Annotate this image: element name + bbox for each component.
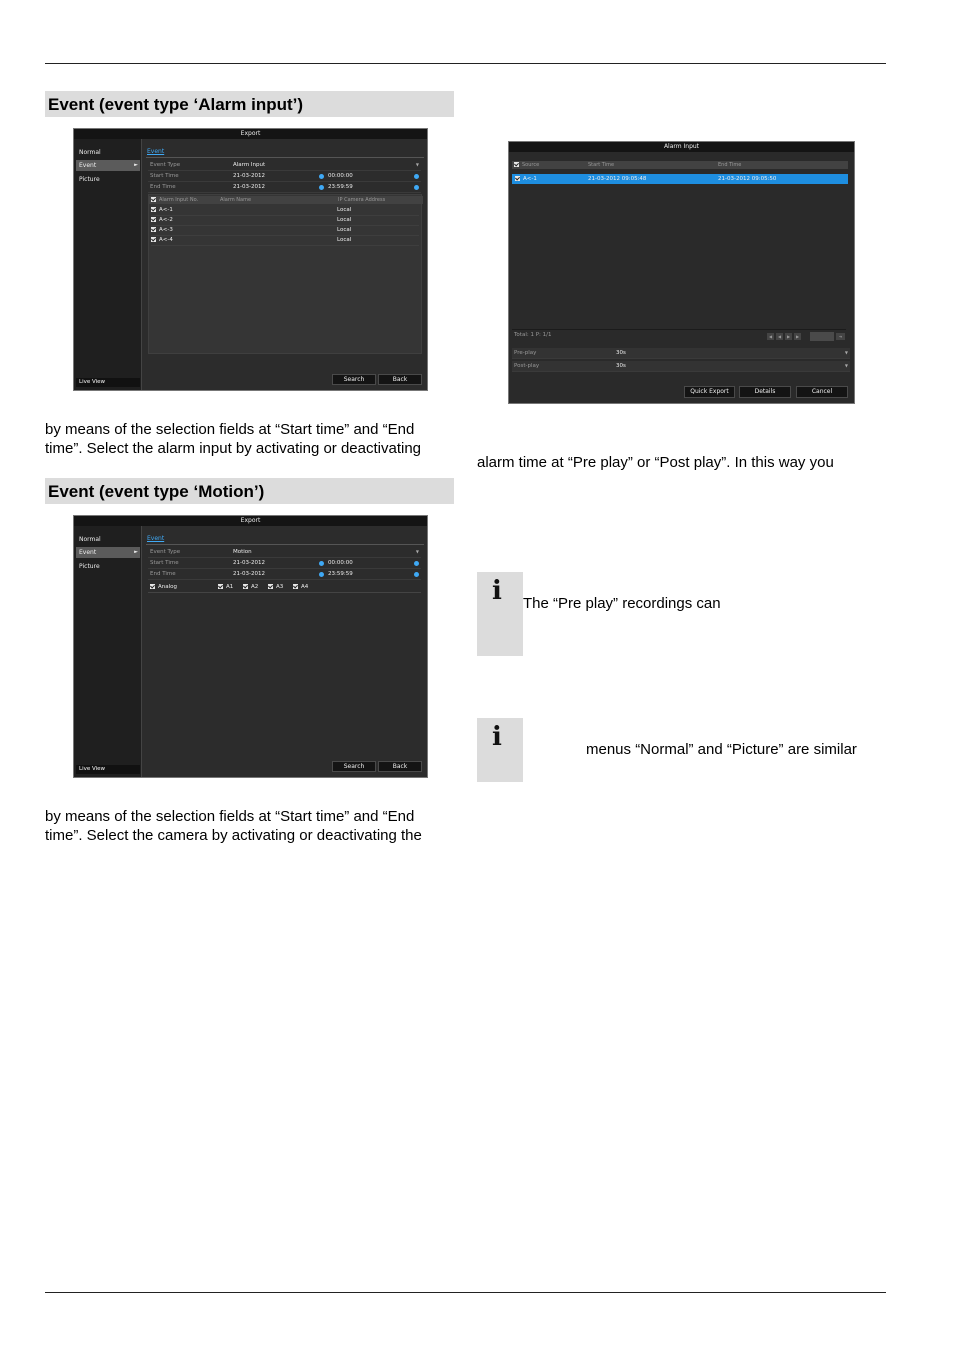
end-time-value: 23:59:59 — [328, 571, 353, 577]
field-event-type[interactable] — [148, 160, 421, 171]
camera-selection-row — [148, 582, 421, 593]
start-date-value: 21-03-2012 — [233, 173, 265, 179]
start-time-value: 21-03-2012 09:05:48 — [588, 176, 647, 182]
bottom-rule — [45, 1292, 886, 1293]
dropdown-arrow-icon: ▼ — [844, 350, 848, 355]
postplay-row[interactable] — [512, 361, 850, 372]
alarm-input-no: A<-2 — [159, 217, 173, 223]
field-label: Event Type — [150, 549, 181, 555]
column-header: Alarm Name — [218, 196, 337, 204]
field-start-time[interactable] — [148, 171, 421, 182]
tab-event[interactable]: Event — [147, 148, 165, 155]
tab-divider — [146, 544, 424, 545]
go-page-icon[interactable]: ➜ — [836, 333, 845, 340]
dropdown-arrow-icon: ▼ — [415, 549, 419, 554]
pagination-controls — [765, 332, 849, 341]
clock-icon[interactable] — [414, 174, 419, 179]
dvr-sidebar — [74, 139, 142, 390]
camera-checkbox-a3[interactable] — [268, 582, 283, 592]
first-page-icon[interactable]: ◀ — [768, 334, 773, 339]
ip-camera-address: Local — [337, 217, 352, 223]
dvr-title: Export — [74, 516, 427, 526]
alarm-input-no: A<-3 — [159, 227, 173, 233]
dvr-title: Export — [74, 129, 427, 139]
preplay-label: Pre-play — [514, 350, 537, 356]
sidebar-item-normal[interactable]: Normal — [79, 149, 101, 156]
info-note-text: The “Pre play” recordings can — [523, 595, 721, 612]
last-page-icon[interactable]: ▶ — [795, 334, 800, 339]
event-type-value: Alarm Input — [233, 162, 266, 168]
details-button[interactable]: Details — [739, 386, 791, 398]
dvr-sidebar — [74, 526, 142, 777]
dvr-title: Alarm Input — [509, 142, 854, 152]
ip-camera-address: Local — [337, 237, 352, 243]
calendar-icon[interactable] — [319, 572, 324, 577]
sidebar-item-normal[interactable]: Normal — [79, 536, 101, 543]
paragraph-line: by means of the selection fields at “Start time” and “End — [45, 808, 415, 825]
alarm-input-no: A<-1 — [159, 207, 173, 213]
end-time-value: 23:59:59 — [328, 184, 353, 190]
camera-label: A3 — [276, 584, 284, 590]
end-date-value: 21-03-2012 — [233, 571, 265, 577]
calendar-icon[interactable] — [319, 174, 324, 179]
back-button[interactable]: Back — [378, 761, 422, 772]
alarm-input-table — [148, 194, 422, 354]
quick-export-button[interactable]: Quick Export — [684, 386, 735, 398]
preplay-value: 30s — [616, 350, 626, 356]
field-label: Start Time — [150, 560, 179, 566]
field-end-time[interactable] — [148, 182, 421, 193]
dvr-alarm-input-dialog — [508, 141, 855, 404]
postplay-label: Post-play — [514, 363, 540, 369]
field-label: Event Type — [150, 162, 181, 168]
end-time-value: 21-03-2012 09:05:50 — [718, 176, 777, 182]
column-header: Alarm Input No. — [159, 197, 199, 203]
row-checkbox[interactable] — [151, 227, 156, 232]
paragraph-line: by means of the selection fields at “Start time” and “End — [45, 421, 415, 438]
ip-camera-address: Local — [337, 207, 352, 213]
prev-page-icon[interactable]: ◀ — [777, 334, 782, 339]
sidebar-item-label: Event — [79, 162, 97, 169]
paragraph-line: time”. Select the alarm input by activating or deactivating — [45, 440, 422, 457]
table-header — [149, 196, 219, 204]
live-view-button[interactable]: Live View — [76, 378, 140, 387]
paragraph-line: alarm time at “Pre play” or “Post play”. In this way you — [477, 454, 834, 471]
camera-label: A1 — [226, 584, 234, 590]
live-view-button[interactable]: Live View — [76, 765, 140, 774]
search-button[interactable]: Search — [332, 761, 376, 772]
table-row[interactable] — [151, 235, 419, 246]
info-icon: i — [492, 722, 502, 752]
select-all-checkbox[interactable] — [151, 197, 156, 202]
field-event-type[interactable] — [148, 547, 421, 558]
back-button[interactable]: Back — [378, 374, 422, 385]
info-icon: i — [492, 576, 502, 606]
dvr-export-alarm-screen — [73, 128, 428, 391]
calendar-icon[interactable] — [319, 185, 324, 190]
info-box — [477, 572, 523, 656]
dropdown-arrow-icon: ▼ — [844, 363, 848, 368]
dvr-export-motion-screen — [73, 515, 428, 778]
clock-icon[interactable] — [414, 185, 419, 190]
info-note-text: menus “Normal” and “Picture” are similar — [586, 741, 857, 758]
tab-divider — [146, 157, 424, 158]
row-checkbox[interactable] — [151, 207, 156, 212]
start-time-value: 00:00:00 — [328, 173, 353, 179]
field-label: End Time — [150, 571, 176, 577]
tab-event[interactable]: Event — [147, 535, 165, 542]
ip-camera-address: Local — [337, 227, 352, 233]
sidebar-item-label: Event — [79, 549, 97, 556]
sidebar-item-event[interactable] — [76, 547, 140, 558]
top-rule — [45, 63, 886, 64]
row-checkbox[interactable] — [151, 217, 156, 222]
event-type-value: Motion — [233, 549, 252, 555]
field-label: End Time — [150, 184, 176, 190]
postplay-value: 30s — [616, 363, 626, 369]
camera-checkbox-a4[interactable] — [293, 582, 308, 592]
alarm-input-no: A<-4 — [159, 237, 173, 243]
sidebar-item-picture[interactable]: Picture — [79, 563, 100, 570]
column-header: Start Time — [586, 161, 716, 169]
analog-label: Analog — [158, 584, 178, 590]
section-heading-motion: Event (event type ‘Motion’) — [45, 478, 454, 504]
preplay-row[interactable] — [512, 348, 850, 359]
paragraph-line: time”. Select the camera by activating or deactivating the — [45, 827, 422, 844]
source-value: A<-1 — [523, 176, 537, 182]
end-date-value: 21-03-2012 — [233, 184, 265, 190]
chevron-right-icon: ► — [134, 162, 138, 168]
field-label: Start Time — [150, 173, 179, 179]
chevron-right-icon: ► — [134, 549, 138, 555]
analog-checkbox[interactable] — [150, 582, 177, 592]
calendar-icon[interactable] — [319, 561, 324, 566]
clock-icon[interactable] — [414, 561, 419, 566]
start-date-value: 21-03-2012 — [233, 560, 265, 566]
camera-label: A2 — [251, 584, 259, 590]
row-checkbox[interactable] — [515, 176, 520, 181]
camera-checkbox-a1[interactable] — [218, 582, 233, 592]
camera-label: A4 — [301, 584, 309, 590]
table-divider — [512, 329, 846, 330]
table-header — [512, 161, 586, 169]
camera-checkbox-a2[interactable] — [243, 582, 258, 592]
sidebar-item-event[interactable] — [76, 160, 140, 171]
sidebar-item-picture[interactable]: Picture — [79, 176, 100, 183]
field-end-time[interactable] — [148, 569, 421, 580]
pagination-total: Total: 1 P: 1/1 — [514, 332, 552, 338]
dropdown-arrow-icon: ▼ — [415, 162, 419, 167]
field-start-time[interactable] — [148, 558, 421, 569]
table-row[interactable] — [512, 174, 848, 184]
row-checkbox[interactable] — [151, 237, 156, 242]
next-page-icon[interactable]: ▶ — [786, 334, 791, 339]
column-header: End Time — [716, 161, 848, 169]
page-input[interactable] — [810, 332, 834, 341]
clock-icon[interactable] — [414, 572, 419, 577]
column-header: Source — [522, 162, 540, 168]
section-heading-alarm: Event (event type ‘Alarm input’) — [45, 91, 454, 117]
start-time-value: 00:00:00 — [328, 560, 353, 566]
select-all-checkbox[interactable] — [514, 162, 519, 167]
column-header: IP Camera Address — [336, 196, 423, 204]
search-button[interactable]: Search — [332, 374, 376, 385]
cancel-button[interactable]: Cancel — [796, 386, 848, 398]
info-box — [477, 718, 523, 782]
